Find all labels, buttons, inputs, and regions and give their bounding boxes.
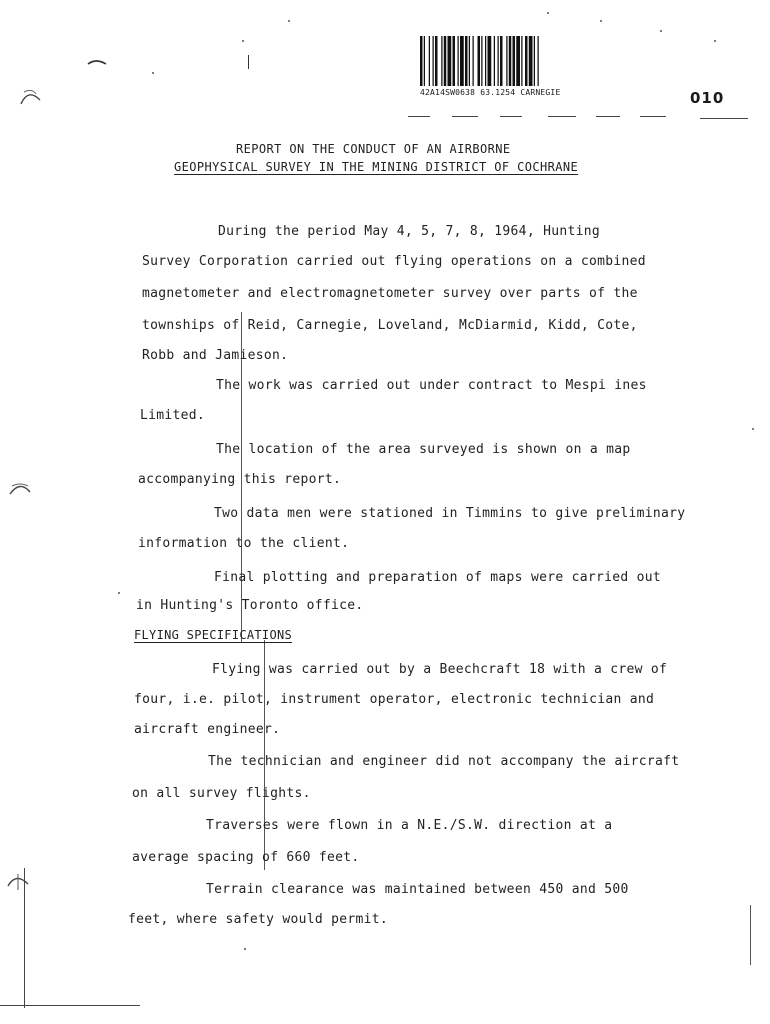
body-line: information to the client.	[138, 536, 350, 551]
body-line: four, i.e. pilot, instrument operator, electronic technician and	[134, 692, 655, 707]
page-number: 010	[690, 89, 725, 107]
scan-dash	[548, 116, 576, 117]
hole-punch-mark-middle	[8, 478, 32, 500]
body-line: feet, where safety would permit.	[128, 912, 389, 927]
scan-speck	[660, 30, 662, 32]
scan-dash	[700, 118, 748, 119]
body-line: magnetometer and electromagnetometer survey over parts of the	[142, 286, 638, 301]
body-line: accompanying this report.	[138, 472, 342, 487]
barcode-caption: 42A14SW0638 63.1254 CARNEGIE	[420, 88, 561, 97]
scan-dash	[500, 116, 522, 117]
scan-speck	[547, 12, 549, 14]
scan-artifact-bottom-line	[0, 1005, 140, 1006]
hole-punch-mark-bottom	[6, 870, 30, 892]
report-title-line-1: REPORT ON THE CONDUCT OF AN AIRBORNE	[236, 142, 511, 156]
body-line: Robb and Jamieson.	[142, 348, 289, 363]
scan-speck	[152, 72, 154, 74]
barcode	[420, 36, 636, 86]
body-line: Limited.	[140, 408, 206, 423]
body-line: Traverses were flown in a N.E./S.W. direction at a	[206, 818, 613, 833]
body-line: The technician and engineer did not accompany the aircraft	[208, 754, 680, 769]
body-line: Two data men were stationed in Timmins to give preliminary	[214, 506, 686, 521]
scan-artifact-right-line	[750, 905, 751, 965]
section-heading-flying-specifications: FLYING SPECIFICATIONS	[134, 628, 293, 642]
body-line: During the period May 4, 5, 7, 8, 1964, Hunting	[218, 224, 600, 239]
body-line: Terrain clearance was maintained between 450 and 500	[206, 882, 629, 897]
report-title-line-2: GEOPHYSICAL SURVEY IN THE MINING DISTRICT OF COCHRANE	[174, 160, 579, 174]
scan-dash	[640, 116, 666, 117]
body-line: in Hunting's Toronto office.	[136, 598, 364, 613]
scan-artifact-margin-line	[24, 868, 25, 1008]
body-line: Final plotting and preparation of maps were carried out	[214, 570, 661, 585]
body-line: townships of Reid, Carnegie, Loveland, McDiarmid, Kidd, Cote,	[142, 318, 638, 333]
body-line: on all survey flights.	[132, 786, 311, 801]
body-line: aircraft engineer.	[134, 722, 281, 737]
scan-speck	[600, 20, 602, 22]
scan-speck	[242, 40, 244, 42]
scan-dash	[596, 116, 620, 117]
body-line: The location of the area surveyed is shown on a map	[216, 442, 631, 457]
scan-dash	[408, 116, 430, 117]
body-line: Survey Corporation carried out flying operations on a combined	[142, 254, 646, 269]
scan-speck	[714, 40, 716, 42]
scan-speck	[118, 592, 120, 594]
body-line: Flying was carried out by a Beechcraft 18 with a crew of	[212, 662, 668, 677]
scan-speck	[288, 20, 290, 22]
body-line: average spacing of 660 feet.	[132, 850, 360, 865]
body-line: The work was carried out under contract to Mespi ines	[216, 378, 647, 393]
scan-speck	[752, 428, 754, 430]
hole-punch-mark-top	[18, 86, 42, 108]
scan-artifact	[248, 55, 249, 69]
scan-mark-top-left	[86, 54, 110, 76]
scan-dash	[452, 116, 478, 117]
scan-speck	[244, 948, 246, 950]
